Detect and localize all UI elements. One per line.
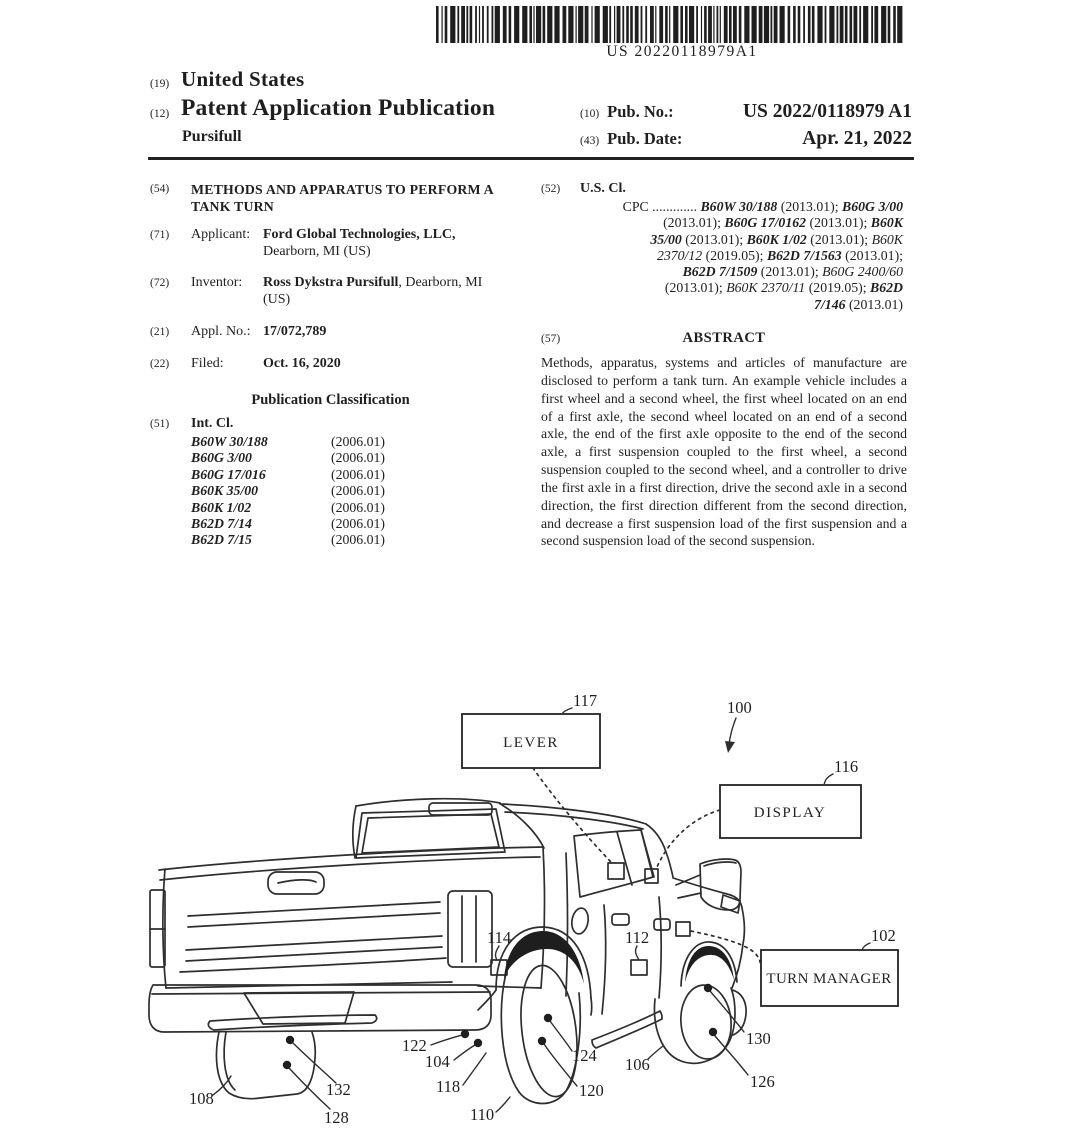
mirror-arms bbox=[676, 875, 701, 898]
bedside-right-edge bbox=[541, 847, 544, 988]
inventor-surname: Pursifull bbox=[182, 128, 242, 145]
int-cl-version: (2006.01) bbox=[331, 516, 386, 532]
b-pillar-doorcut bbox=[602, 905, 606, 1014]
int-cl-code: B62D 7/14 bbox=[191, 516, 252, 532]
ref-label-130: 130 bbox=[746, 1029, 771, 1048]
drip-rail bbox=[505, 812, 643, 829]
tailgate-crease bbox=[188, 902, 440, 916]
fuel-door bbox=[570, 907, 590, 935]
tailgate-crease bbox=[188, 913, 440, 927]
c-pillar-left bbox=[353, 806, 356, 858]
int-cl-version: (2006.01) bbox=[331, 434, 386, 449]
dot-126 bbox=[709, 1028, 717, 1036]
ref-label-108: 108 bbox=[189, 1089, 214, 1108]
country-name: United States bbox=[181, 67, 305, 91]
int-cl-code: B60K 35/00 bbox=[191, 483, 259, 499]
cpc-segment: B60G 2400/60 bbox=[822, 264, 903, 280]
bedside-bottom bbox=[478, 986, 541, 988]
ref-label-116: 116 bbox=[834, 757, 859, 776]
dot-122 bbox=[461, 1030, 469, 1038]
leader-132 bbox=[292, 1042, 336, 1083]
cpc-segment: (2013.01); bbox=[664, 280, 727, 296]
field-num-72: (72) bbox=[150, 277, 170, 289]
leader-124 bbox=[550, 1021, 572, 1051]
front-edge bbox=[732, 908, 744, 988]
tailgate-handle-slot bbox=[278, 880, 316, 883]
leader-106 bbox=[648, 1046, 663, 1059]
field-num-71: (71) bbox=[150, 229, 170, 241]
cpc-segment: B60G 3/00 bbox=[842, 199, 903, 214]
leader-122 bbox=[431, 1035, 462, 1045]
int-cl-version: (2006.01) bbox=[331, 499, 386, 515]
dot-104 bbox=[474, 1039, 482, 1047]
display-box-label: DISPLAY bbox=[753, 805, 827, 821]
cpc-segment: B60K bbox=[871, 231, 903, 247]
ref-label-110: 110 bbox=[470, 1105, 495, 1124]
cpc-segment: B60K 2370/11 bbox=[726, 280, 806, 296]
body-to-fender bbox=[478, 990, 496, 1010]
cpc-segment: B60G 17/0162 bbox=[724, 215, 807, 231]
sensor-square-window-left bbox=[608, 863, 624, 879]
cpc-segment: 35/00 bbox=[650, 231, 682, 247]
ref-label-122: 122 bbox=[402, 1036, 427, 1055]
kind-code-43: (43) bbox=[580, 135, 600, 147]
bumper-step-pad bbox=[208, 1015, 376, 1030]
dot-120 bbox=[538, 1037, 546, 1045]
document-type: Patent Application Publication bbox=[181, 95, 496, 121]
cpc-segment: B60K 1/02 bbox=[746, 231, 807, 247]
right-taillight bbox=[448, 891, 492, 967]
barcode-number: US 20220118979A1 bbox=[606, 43, 758, 60]
dot-130 bbox=[704, 984, 712, 992]
leader-114 bbox=[496, 946, 499, 960]
cpc-segment: CPC ............. bbox=[622, 199, 701, 214]
ref-label-117: 117 bbox=[573, 691, 598, 710]
inventor-location: , Dearborn, MI (US) bbox=[263, 275, 483, 307]
dot-132 bbox=[286, 1036, 294, 1044]
tailgate-crease bbox=[186, 936, 442, 950]
leader-112 bbox=[636, 946, 639, 960]
wheel-arch-shadows bbox=[504, 931, 734, 984]
ref-label-128: 128 bbox=[324, 1108, 349, 1127]
callout-lever bbox=[462, 714, 600, 768]
filed-value: Oct. 16, 2020 bbox=[263, 356, 341, 371]
leader-100 bbox=[729, 718, 736, 744]
int-cl-label: Int. Cl. bbox=[191, 416, 234, 431]
kind-code-19: (19) bbox=[150, 78, 170, 90]
leader-110 bbox=[496, 1097, 510, 1112]
inventor-label: Inventor: bbox=[191, 275, 243, 290]
int-cl-code: B60W 30/188 bbox=[191, 434, 268, 449]
ref-label-126: 126 bbox=[750, 1072, 775, 1091]
cpc-segment: (2013.01); bbox=[777, 199, 843, 214]
side-mirror bbox=[700, 859, 741, 910]
cpc-segment: (2013.01); bbox=[806, 215, 871, 231]
cpc-segment: (2013.01); bbox=[806, 231, 872, 247]
field-num-22: (22) bbox=[150, 358, 170, 370]
dot-124 bbox=[544, 1014, 552, 1022]
kind-code-12: (12) bbox=[150, 108, 170, 120]
int-cl-version: (2006.01) bbox=[331, 483, 386, 499]
cpc-segment: (2013.01); bbox=[841, 247, 903, 263]
int-cl-code: B60G 3/00 bbox=[191, 450, 252, 466]
field-num-57: (57) bbox=[541, 333, 561, 345]
right-taillight-lines bbox=[462, 896, 476, 962]
pub-date-label: Pub. Date: bbox=[607, 129, 683, 148]
int-cl-code: B60K 1/02 bbox=[191, 499, 252, 515]
side-mirror-inner bbox=[704, 862, 736, 866]
cpc-segment: B62D 7/1509 bbox=[682, 264, 758, 280]
fender-rear-edge bbox=[591, 998, 592, 1015]
appl-no-label: Appl. No.: bbox=[191, 324, 251, 339]
arrowhead-100 bbox=[725, 741, 735, 753]
filed-label: Filed: bbox=[191, 356, 224, 371]
ref-label-132: 132 bbox=[326, 1080, 351, 1099]
appl-no-value: 17/072,789 bbox=[263, 324, 327, 339]
int-cl-version: (2006.01) bbox=[331, 450, 386, 466]
cpc-segment: B60W 30/188 bbox=[700, 199, 778, 214]
cpc-segment: B60K bbox=[870, 215, 903, 231]
abstract-heading: ABSTRACT bbox=[682, 330, 766, 346]
leader-128 bbox=[289, 1068, 330, 1109]
ref-label-106: 106 bbox=[625, 1055, 650, 1074]
leader-118 bbox=[463, 1053, 486, 1085]
ref-label-124: 124 bbox=[572, 1046, 597, 1065]
bumper-step bbox=[244, 992, 354, 1024]
rear-left-tire bbox=[216, 1032, 315, 1099]
a-pillar-inner bbox=[641, 830, 654, 877]
pub-date-value: Apr. 21, 2022 bbox=[802, 128, 912, 149]
leader-130 bbox=[710, 991, 744, 1032]
inventor-name: Ross Dykstra Pursifull bbox=[263, 275, 399, 290]
rocker-panel bbox=[592, 1011, 662, 1048]
field-num-21: (21) bbox=[150, 326, 170, 338]
int-cl-version: (2006.01) bbox=[331, 532, 386, 548]
invention-title: METHODS AND APPARATUS TO PERFORM A TANK TURN bbox=[191, 182, 494, 214]
ref-label-112: 112 bbox=[625, 928, 650, 947]
publication-classification-heading: Publication Classification bbox=[251, 392, 410, 408]
abstract-text: Methods, apparatus, systems and articles of manufacture are disclosed to perform a tank turn. An example vehicle includes a first wheel and a second wheel, the first wheel located on an end of a first axle, the second wheel located on an end of a second axle, the end of the first axle opposite to the end of the second axle, a first suspension coupled to the first wheel, a second suspension coupled to the second wheel, and a controller to drive the first axle in a first direction, drive the second axle in a second direction, the first direction different from the second direction, and decrease a first suspension load of the first suspension and a second suspension load of the second suspension. bbox=[541, 355, 907, 549]
tailgate-handle bbox=[268, 872, 324, 894]
int-cl-code: B60G 17/016 bbox=[191, 466, 266, 482]
ref-label-120: 120 bbox=[579, 1081, 604, 1100]
kind-code-10: (10) bbox=[580, 108, 600, 120]
cpc-segment: (2013.01); bbox=[757, 264, 823, 280]
field-num-54: (54) bbox=[150, 183, 170, 195]
tailgate-crease bbox=[186, 947, 442, 961]
us-cl-label: U.S. Cl. bbox=[580, 181, 626, 196]
cpc-segment: (2019.05); bbox=[702, 247, 767, 263]
lever-box-label: LEVER bbox=[503, 735, 559, 751]
leader-126 bbox=[715, 1036, 748, 1075]
ref-label-102: 102 bbox=[871, 926, 896, 945]
applicant-label: Applicant: bbox=[191, 227, 251, 242]
applicant-location: Dearborn, MI (US) bbox=[263, 243, 371, 259]
rear-right-rim bbox=[514, 962, 584, 1100]
tailgate-seam bbox=[180, 958, 446, 972]
turn-manager-box-label: TURN MANAGER bbox=[766, 971, 892, 987]
leader-116 bbox=[824, 774, 833, 785]
cpc-segment: (2013.01); bbox=[663, 215, 725, 231]
cpc-segment: (2013.01); bbox=[681, 231, 747, 247]
cpc-segment: 2370/12 bbox=[656, 247, 703, 263]
int-cl-version: (2006.01) bbox=[331, 466, 386, 482]
door-handle bbox=[654, 919, 670, 930]
front-doorcut bbox=[659, 897, 661, 998]
pub-no-value: US 2022/0118979 A1 bbox=[742, 101, 912, 122]
leader-dots bbox=[283, 984, 717, 1069]
rear-window-inner bbox=[362, 814, 499, 853]
ref-label-104: 104 bbox=[425, 1052, 450, 1071]
door-handle bbox=[612, 914, 629, 925]
cpc-segment: B62D bbox=[870, 280, 903, 296]
ref-label-114: 114 bbox=[487, 928, 512, 947]
display-connector bbox=[657, 810, 720, 867]
leader-102 bbox=[862, 943, 870, 950]
sensor-square-112 bbox=[631, 960, 647, 975]
cpc-segment: (2013.01) bbox=[845, 296, 903, 312]
field-num-51: (51) bbox=[150, 418, 170, 430]
field-num-52: (52) bbox=[541, 183, 561, 195]
callout-turn-manager bbox=[761, 950, 898, 1006]
int-cl-code: B62D 7/15 bbox=[191, 532, 252, 548]
dot-128 bbox=[283, 1061, 291, 1069]
cpc-segment: (2019.05); bbox=[805, 280, 871, 296]
cab-bed-junction bbox=[566, 853, 568, 996]
callout-display bbox=[720, 785, 861, 838]
pub-no-label: Pub. No.: bbox=[607, 102, 674, 121]
ref-label-100: 100 bbox=[727, 698, 752, 717]
bed-rail-inner bbox=[160, 857, 540, 880]
leader-117 bbox=[562, 708, 572, 714]
ref-label-118: 118 bbox=[436, 1077, 461, 1096]
applicant-name: Ford Global Technologies, LLC, bbox=[263, 227, 456, 242]
rear-left-tire-inner bbox=[224, 1032, 235, 1090]
cpc-segment: B62D 7/1563 bbox=[766, 247, 842, 263]
cpc-segment: 7/146 bbox=[814, 296, 846, 312]
leader-104 bbox=[454, 1045, 475, 1060]
sensor-square-door bbox=[676, 922, 690, 936]
